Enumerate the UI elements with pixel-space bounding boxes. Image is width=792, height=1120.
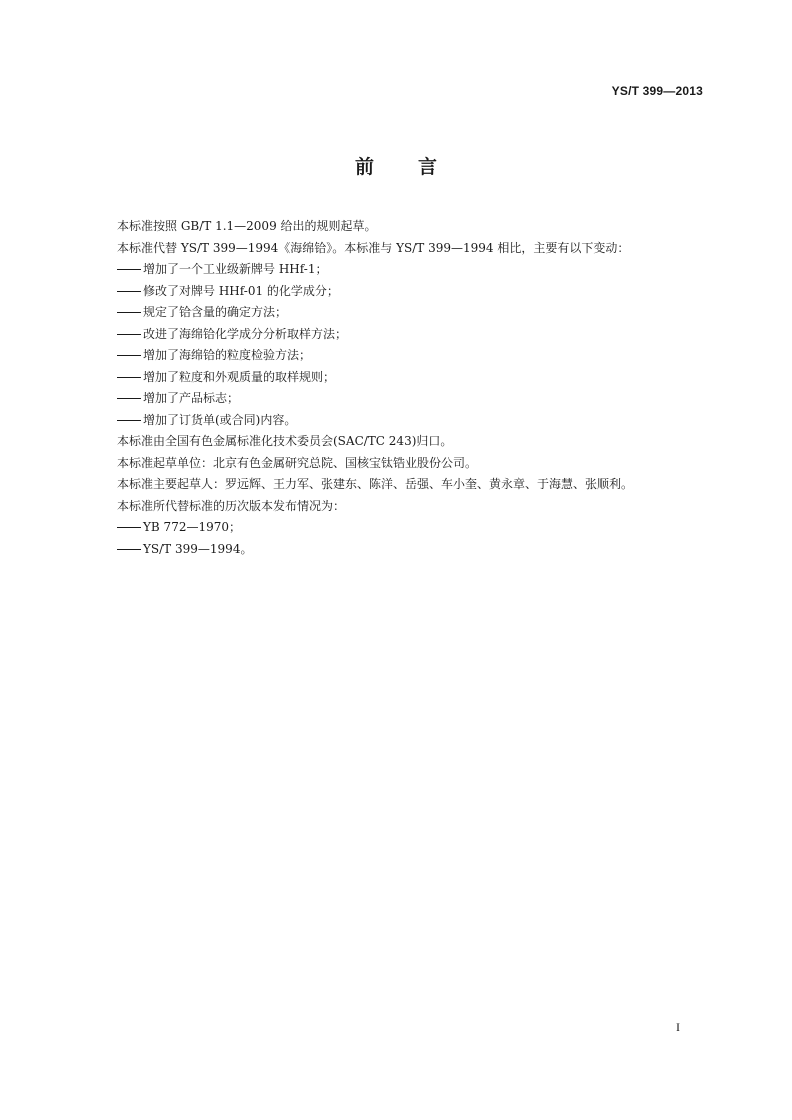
change-item: 增加了粒度和外观质量的取样规则； [117,367,717,389]
page-number: I [676,1020,680,1034]
dash-mark [117,269,141,270]
paragraph-version-history: 本标准所代替标准的历次版本发布情况为： [117,498,346,513]
paragraph-drafters: 本标准主要起草人：罗远辉、王力军、张建东、陈洋、岳强、车小奎、黄永章、于海慧、张顺利。 [117,477,634,491]
previous-version-item: YB 772—1970； [117,517,717,539]
dash-mark [117,334,141,335]
dash-mark [117,312,141,313]
paragraph-drafting-rules: 本标准按照 GB/T 1.1—2009 给出的规则起草。 [117,219,377,233]
change-item: 改进了海绵铪化学成分分析取样方法； [117,324,717,346]
dash-mark [117,377,141,378]
dash-mark [117,355,141,356]
dash-mark [117,291,141,292]
dash-mark [117,420,141,421]
change-item: 修改了对牌号 HHf-01 的化学成分； [117,281,717,303]
change-item: 规定了铪含量的确定方法； [117,302,717,324]
change-item: 增加了海绵铪的粒度检验方法； [117,345,717,367]
change-item: 增加了一个工业级新牌号 HHf-1； [117,259,717,281]
standard-code: YS/T 399—2013 [611,84,703,98]
dash-mark [117,527,141,528]
foreword-body [117,216,717,560]
paragraph-drafting-organizations: 本标准起草单位：北京有色金属研究总院、国核宝钛锆业股份公司。 [117,455,478,470]
previous-version-item: YS/T 399—1994。 [117,539,717,561]
change-item: 增加了订货单(或合同)内容。 [117,410,717,432]
paragraph-responsible-committee: 本标准由全国有色金属标准化技术委员会(SAC/TC 243)归口。 [117,434,453,448]
change-item: 增加了产品标志； [117,388,717,410]
page-title: 前言 [354,156,481,178]
dash-mark [117,398,141,399]
dash-mark [117,549,141,550]
paragraph-replacement: 本标准代替 YS/T 399—1994《海绵铪》。本标准与 YS/T 399—1994 相比，主要有以下变动： [117,240,630,255]
